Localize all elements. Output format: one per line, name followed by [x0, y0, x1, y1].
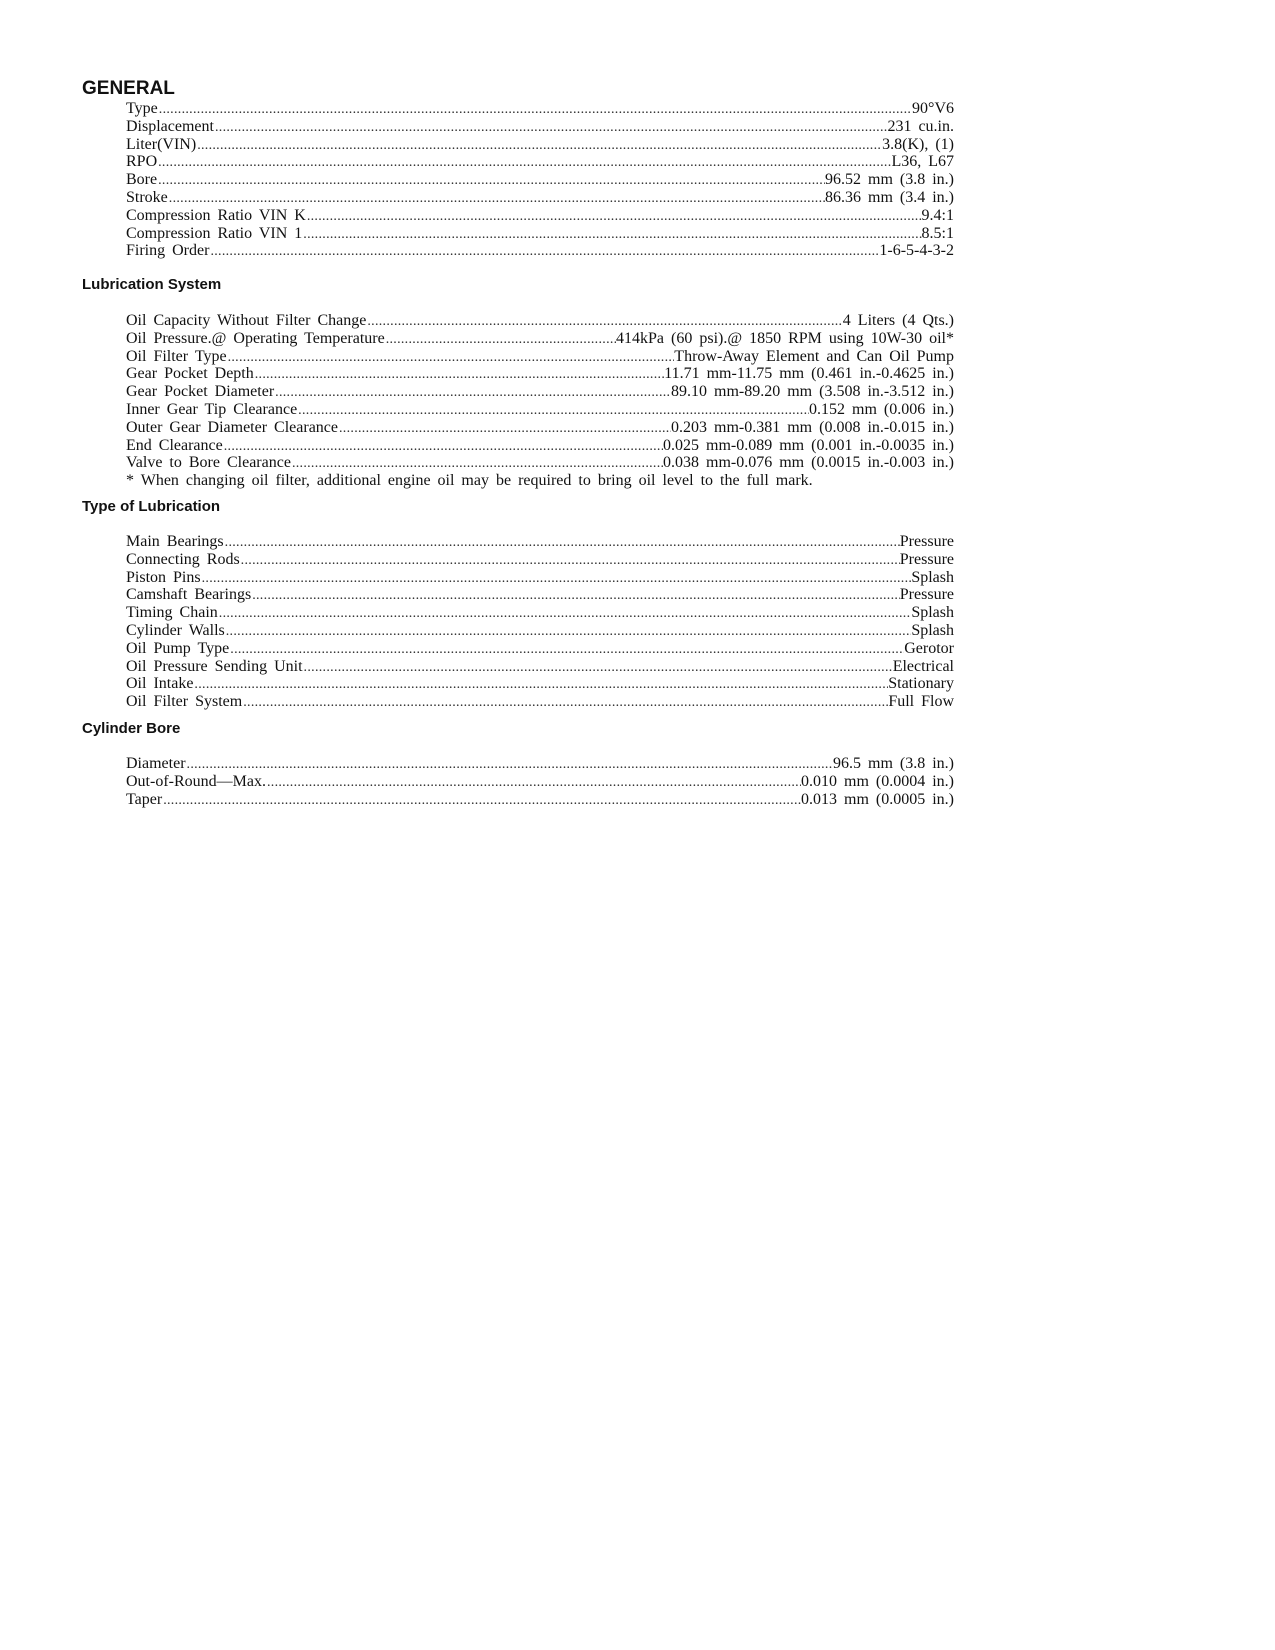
spec-row	[126, 383, 954, 401]
spec-label: Compression Ratio VIN K	[126, 206, 306, 224]
dot-leader	[385, 331, 616, 348]
spec-label: Piston Pins	[126, 568, 201, 586]
spec-row	[126, 330, 954, 348]
spec-label: Liter(VIN)	[126, 135, 197, 153]
spec-value: 0.010 mm (0.0004 in.)	[801, 772, 954, 790]
dot-leader	[224, 534, 900, 551]
dot-leader	[227, 349, 675, 366]
spec-value: 231 cu.in.	[887, 117, 954, 135]
spec-row	[126, 118, 954, 136]
spec-label: Bore	[126, 171, 158, 189]
spec-label: Cylinder Walls	[126, 621, 225, 639]
spec-row	[126, 348, 954, 366]
dot-leader	[274, 384, 671, 401]
spec-row	[126, 153, 954, 171]
spec-row	[126, 675, 954, 693]
spec-row	[126, 401, 954, 419]
spec-row	[126, 207, 954, 225]
section-title-cylinder-bore: Cylinder Bore	[82, 720, 181, 737]
spec-row	[126, 136, 954, 154]
spec-row	[126, 773, 954, 791]
dot-leader	[229, 641, 904, 658]
spec-value: Pressure	[899, 533, 954, 550]
spec-label: Gear Pocket Depth	[126, 365, 254, 383]
spec-row	[126, 171, 954, 189]
spec-label: Main Bearings	[126, 533, 224, 550]
spec-value: 1-6-5-4-3-2	[879, 242, 954, 260]
dot-leader	[157, 172, 825, 189]
spec-label: Stroke	[126, 188, 168, 206]
spec-row	[126, 755, 954, 773]
dot-leader	[201, 570, 912, 587]
spec-value: 9.4:1	[921, 206, 954, 224]
dot-leader	[303, 659, 893, 676]
spec-label: Oil Filter Type	[126, 347, 227, 365]
dot-leader	[251, 587, 900, 604]
spec-value: 4 Liters (4 Qts.)	[842, 312, 954, 329]
spec-value: Electrical	[892, 657, 954, 675]
spec-label: Gear Pocket Diameter	[126, 383, 275, 401]
spec-row	[126, 533, 954, 551]
spec-row	[126, 419, 954, 437]
lubrication-type-list	[126, 533, 954, 711]
spec-label: Out-of-Round—Max.	[126, 772, 266, 790]
spec-row	[126, 242, 954, 260]
dot-leader	[157, 154, 891, 171]
spec-value: Stationary	[888, 675, 954, 693]
spec-value: Full Flow	[888, 693, 954, 711]
spec-label: Oil Pressure.@ Operating Temperature	[126, 329, 385, 347]
spec-value: 0.038 mm-0.076 mm (0.0015 in.-0.003 in.)	[663, 454, 954, 472]
general-spec-list	[126, 100, 954, 260]
dot-leader	[162, 792, 801, 809]
dot-leader	[366, 313, 842, 330]
spec-label: Firing Order	[126, 242, 210, 260]
spec-row	[126, 658, 954, 676]
section-title-general: GENERAL	[82, 78, 175, 99]
dot-leader	[291, 455, 663, 472]
spec-value: 11.71 mm-11.75 mm (0.461 in.-0.4625 in.)	[664, 365, 954, 383]
spec-value: 0.152 mm (0.006 in.)	[809, 400, 954, 418]
spec-value: L36, L67	[891, 153, 954, 171]
spec-value: Throw-Away Element and Can Oil Pump	[674, 347, 954, 365]
spec-row	[126, 454, 954, 472]
spec-value: 0.013 mm (0.0005 in.)	[801, 790, 954, 808]
dot-leader	[209, 243, 879, 260]
spec-row	[126, 622, 954, 640]
spec-row	[126, 791, 954, 809]
spec-label: End Clearance	[126, 436, 223, 454]
dot-leader	[158, 101, 912, 118]
spec-value: 89.10 mm-89.20 mm (3.508 in.-3.512 in.)	[671, 383, 954, 401]
dot-leader	[218, 605, 912, 622]
spec-label: Oil Capacity Without Filter Change	[126, 312, 367, 329]
spec-row	[126, 312, 954, 330]
spec-label: Valve to Bore Clearance	[126, 454, 291, 472]
dot-leader	[223, 438, 663, 455]
dot-leader	[254, 366, 664, 383]
spec-label: Outer Gear Diameter Clearance	[126, 418, 338, 436]
spec-row	[126, 100, 954, 118]
spec-value: Splash	[911, 604, 954, 622]
spec-value: Gerotor	[904, 639, 954, 657]
dot-leader	[168, 190, 825, 207]
dot-leader	[266, 774, 801, 791]
cylinder-bore-spec-list	[126, 755, 954, 808]
lubrication-spec-list	[126, 312, 954, 472]
spec-label: Taper	[126, 790, 163, 808]
spec-label: Timing Chain	[126, 604, 218, 622]
dot-leader	[193, 676, 888, 693]
spec-value: 0.025 mm-0.089 mm (0.001 in.-0.0035 in.)	[663, 436, 954, 454]
spec-value: 90°V6	[912, 100, 954, 117]
dot-leader	[338, 420, 671, 437]
spec-row	[126, 640, 954, 658]
dot-leader	[214, 119, 887, 136]
spec-label: RPO	[126, 153, 158, 171]
spec-value: 96.5 mm (3.8 in.)	[833, 755, 954, 772]
dot-leader	[302, 226, 921, 243]
spec-value: 96.52 mm (3.8 in.)	[825, 171, 954, 189]
spec-label: Inner Gear Tip Clearance	[126, 400, 298, 418]
dot-leader	[196, 137, 882, 154]
spec-label: Compression Ratio VIN 1	[126, 224, 303, 242]
spec-value: 86.36 mm (3.4 in.)	[825, 188, 954, 206]
spec-label: Connecting Rods	[126, 550, 240, 568]
spec-value: Splash	[911, 568, 954, 586]
spec-row	[126, 365, 954, 383]
dot-leader	[297, 402, 809, 419]
spec-label: Oil Filter System	[126, 693, 243, 711]
spec-row	[126, 693, 954, 711]
spec-value: Pressure	[899, 586, 954, 604]
spec-label: Oil Pressure Sending Unit	[126, 657, 303, 675]
dot-leader	[306, 208, 922, 225]
spec-row	[126, 551, 954, 569]
spec-value: 414kPa (60 psi).@ 1850 RPM using 10W-30 oil*	[616, 329, 954, 347]
spec-value: 3.8(K), (1)	[882, 135, 954, 153]
spec-value: 8.5:1	[921, 224, 954, 242]
section-title-type-of-lubrication: Type of Lubrication	[82, 498, 221, 515]
spec-value: 0.203 mm-0.381 mm (0.008 in.-0.015 in.)	[671, 418, 954, 436]
spec-row	[126, 437, 954, 455]
dot-leader	[240, 552, 900, 569]
spec-row	[126, 604, 954, 622]
spec-label: Displacement	[126, 117, 214, 135]
spec-row	[126, 569, 954, 587]
spec-label: Oil Pump Type	[126, 639, 230, 657]
spec-value: Pressure	[899, 550, 954, 568]
section-title-lubrication-system: Lubrication System	[82, 276, 222, 293]
spec-value: Splash	[911, 621, 954, 639]
oil-filter-footnote: * When changing oil filter, additional engine oil may be required to bring oil level to the full mark.	[126, 472, 813, 489]
spec-label: Type	[126, 100, 158, 117]
spec-label: Oil Intake	[126, 675, 194, 693]
spec-label: Camshaft Bearings	[126, 586, 252, 604]
spec-row	[126, 586, 954, 604]
dot-leader	[225, 623, 912, 640]
spec-label: Diameter	[126, 755, 186, 772]
spec-row	[126, 225, 954, 243]
spec-row	[126, 189, 954, 207]
dot-leader	[242, 694, 888, 711]
dot-leader	[186, 756, 833, 773]
